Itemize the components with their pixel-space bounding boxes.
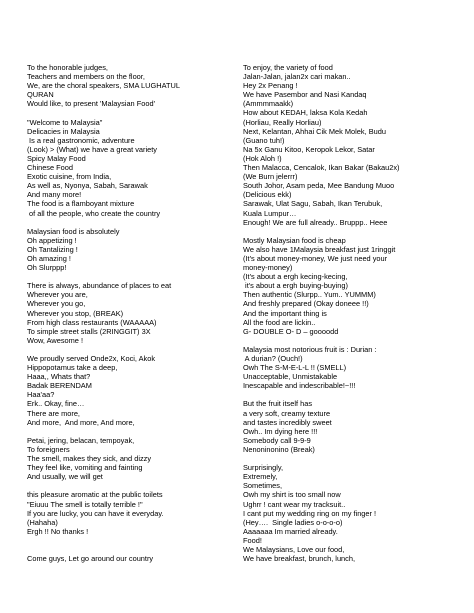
text-line: Unacceptable, Unmistakable (243, 372, 338, 382)
text-line: Aaaaaaa Im married already. (243, 526, 338, 536)
text-line: Hippopotamus take a deep, (27, 363, 118, 373)
stanza (27, 281, 237, 345)
text-line: Oh appetizing ! (27, 235, 77, 245)
text-line: (Delicious ekk) (243, 190, 292, 200)
left-column (27, 63, 237, 563)
text-line: Haaa,, Whats that? (27, 372, 91, 382)
text-line: Then Malacca, Cencalok, Ikan Bakar (Bakau2x) (243, 163, 400, 173)
text-line: Kuala Lumpur… (243, 208, 297, 218)
text-line: G- DOUBLE O- D – goooodd (243, 326, 339, 336)
text-line: Wherever you are, (27, 290, 88, 300)
text-line: Somebody call 9-9-9 (243, 435, 311, 445)
stanza (243, 399, 463, 454)
text-line: Malaysian food is absolutely (27, 226, 120, 236)
text-line: Wherever you stop, (BREAK) (27, 308, 124, 318)
text-line: (Hahaha) (27, 517, 58, 527)
text-line: And more, And more, And more, (27, 417, 135, 427)
text-line: Na 5x Ganu Kitoo, Keropok Lekor, Satar (243, 144, 375, 154)
text-line: money-money) (243, 263, 293, 273)
text-line: Malaysia most notorious fruit is : Durian : (243, 344, 377, 354)
stanza (27, 545, 237, 563)
text-line: Nenoninonino (Break) (243, 444, 315, 454)
right-column (243, 63, 463, 563)
text-line: (Look) > (What) we have a great variety (27, 144, 158, 154)
text-line (27, 545, 237, 554)
stanza (243, 236, 463, 336)
text-line: (Hok Aloh !) (243, 153, 282, 163)
text-line: Hey 2x Penang ! (243, 81, 298, 91)
text-line: South Johor, Asam peda, Mee Bandung Muoo (243, 181, 395, 191)
text-line: (We Burn jelerrr) (243, 172, 298, 182)
text-line: Extremely, (243, 472, 278, 482)
text-line: Owh The S-M-E-L-L !! (SMELL) (243, 363, 347, 373)
stanza (27, 436, 237, 481)
text-line: And many more! (27, 190, 82, 200)
text-line: it's about a ergh buying-buying) (243, 281, 348, 291)
text-line: (Guano tuh!) (243, 135, 285, 145)
text-line: Teachers and members on the floor, (27, 72, 145, 82)
text-line: We proudly served Onde2x, Koci, Akok (27, 354, 156, 363)
text-line: We also have 1Malaysia breakfast just 1ringgit (243, 244, 396, 254)
text-line: There are more, (27, 408, 80, 418)
text-line: Haa'aa? (27, 390, 55, 400)
text-line: Wow, Awesome ! (27, 335, 84, 345)
text-line: They feel like, vomiting and fainting (27, 463, 143, 473)
text-line: Mostly Malaysian food is cheap (243, 235, 346, 245)
text-line: Jalan-Jalan, jalan2x cari makan.. (243, 72, 351, 82)
text-line: and tastes incredibly sweet (243, 417, 332, 427)
text-line: (It's about money-money, We just need your (243, 253, 388, 263)
text-line: Oh Tantalizing ! (27, 244, 78, 254)
text-line: To the honorable judges, (27, 63, 108, 72)
text-line: And usually, we will get (27, 472, 103, 482)
text-line: Badak BERENDAM (27, 381, 92, 391)
text-line: Ughrr ! cant wear my tracksuit.. (243, 499, 346, 509)
text-line: Owh my shirt is too small now (243, 490, 341, 500)
text-line: Wherever you go, (27, 299, 86, 309)
text-line: (Horliau, Really Horliau) (243, 117, 322, 127)
text-line: From high class restaurants (WAAAAA) (27, 317, 157, 327)
text-line: Oh Slurppp! (27, 263, 67, 273)
text-line: Then authentic (Slurpp.. Yum.. YUMMM) (243, 290, 376, 300)
text-line: Erk.. Okay, fine… (27, 399, 85, 409)
text-line: QURAN (27, 90, 54, 100)
text-line: Next, Kelantan, Ahhai Cik Mek Molek, Budu (243, 126, 386, 136)
text-line: Sometimes, (243, 481, 283, 491)
stanza (243, 463, 463, 563)
stanza (243, 63, 463, 227)
text-line: We Malaysians, Love our food, (243, 544, 345, 554)
text-line: Sarawak, Ulat Sagu, Sabah, Ikan Terubuk, (243, 199, 383, 209)
text-line: We have breakfast, brunch, lunch, (243, 554, 356, 564)
text-line: The smell, makes they sick, and dizzy (27, 454, 152, 464)
text-line: "Welcome to Malaysia" (27, 117, 103, 127)
text-line: Inescapable and indescribable!~!!! (243, 381, 356, 391)
text-line: Exotic cuisine, from India, (27, 172, 112, 182)
text-line: Petai, jering, belacan, tempoyak, (27, 435, 135, 445)
stanza (27, 354, 237, 427)
text-line: Chinese Food (27, 163, 74, 173)
text-line: Spicy Malay Food (27, 153, 86, 163)
text-line: To simple street stalls (2RINGGIT) 3X (27, 326, 151, 336)
text-line: (It's about a ergh kecing-kecing, (243, 272, 348, 282)
text-line: How about KEDAH, laksa Kola Kedah (243, 108, 368, 118)
text-line: Ergh !! No thanks ! (27, 526, 89, 536)
text-line: Owh.. Im dying here !!! (243, 426, 318, 436)
text-line: a very soft, creamy texture (243, 408, 331, 418)
text-line: I cant put my wedding ring on my finger ! (243, 508, 377, 518)
text-line: All the food are lickin.. (243, 317, 316, 327)
text-line: (Ammmmaakk) (243, 99, 294, 109)
text-line: As well as, Nyonya, Sabah, Sarawak (27, 181, 148, 191)
text-line: Enough! We are full already.. Bruppp.. Heee (243, 217, 388, 227)
text-line: Delicacies in Malaysia (27, 126, 100, 136)
stanza (27, 490, 237, 535)
text-line: A durian? (Ouch!) (243, 354, 303, 363)
text-line: The food is a flamboyant mixture (27, 199, 135, 209)
stanza (27, 227, 237, 272)
text-line: There is always, abundance of places to eat (27, 281, 172, 291)
text-line: this pleasure aromatic at the public toilets (27, 490, 163, 500)
text-line: Food! (243, 535, 262, 545)
text-line: Would like, to present 'Malaysian Food' (27, 99, 155, 109)
text-line: And the important thing is (243, 308, 327, 318)
stanza (27, 118, 237, 218)
text-line: Is a real gastronomic, adventure (27, 135, 135, 145)
text-line: To enjoy, the variety of food (243, 63, 333, 72)
text-line: Oh amazing ! (27, 253, 71, 263)
text-line: Come guys, Let go around our country (27, 554, 154, 564)
text-line: To foreigners (27, 444, 70, 454)
text-line: And freshly prepared (Okay doneee !!) (243, 299, 369, 309)
text-line: of all the people, who create the country (27, 208, 161, 218)
text-line: If you are lucky, you can have it everyday. (27, 508, 164, 518)
stanza (27, 63, 237, 108)
text-line: (Hey…. Single ladies o-o-o-o) (243, 517, 343, 527)
text-line: We, are the choral speakers, SMA LUGHATUL (27, 81, 180, 91)
text-line: We have Pasembor and Nasi Kandaq (243, 90, 367, 100)
text-line: Surprisingly, (243, 463, 284, 473)
stanza (243, 345, 463, 390)
text-line: But the fruit itself has (243, 399, 313, 409)
text-line: "Eiuuu The smell is totally terrible !" (27, 499, 143, 509)
